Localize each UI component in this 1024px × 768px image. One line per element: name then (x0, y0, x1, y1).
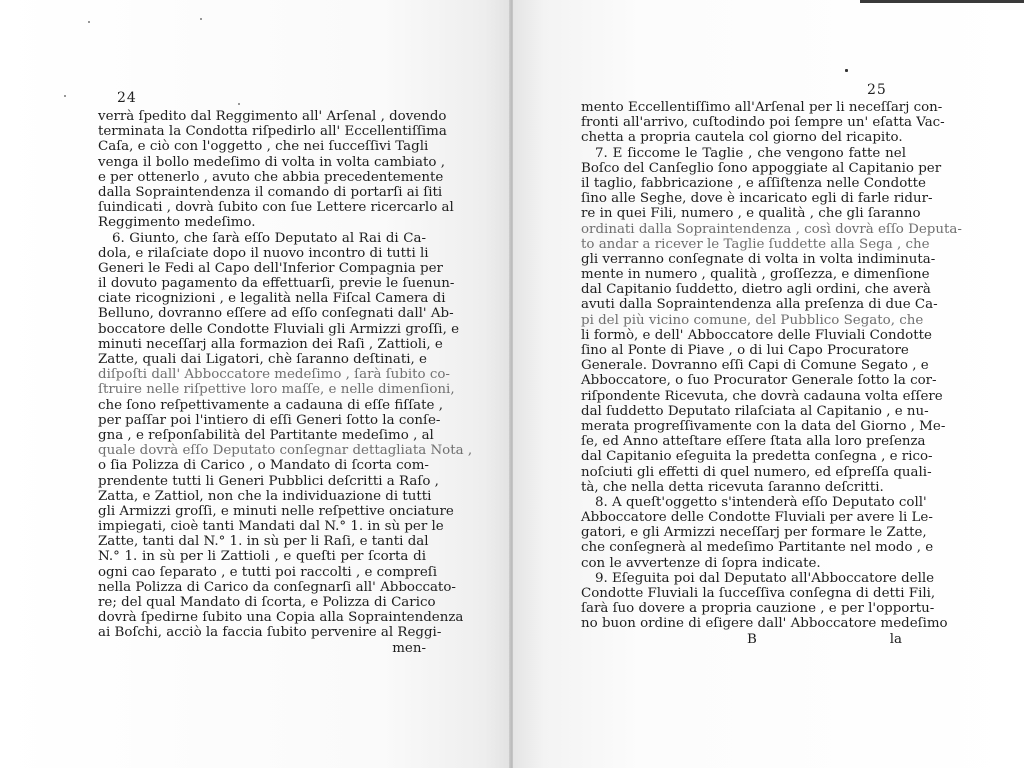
text-line: verrà ſpedito dal Reggimento all' Arſenal , dovendo (98, 109, 447, 124)
text-line: mente in numero , qualità , groſſezza, e dimenſione (581, 267, 930, 283)
text-line: che ſono reſpettivamente a cadauna di eſſe fiſſate , (98, 397, 443, 413)
right-page (513, 0, 1024, 768)
text-line: ai Boſchi, acciò la faccia ſubito pervenire al Reggi- (98, 625, 442, 641)
right-page-text (581, 100, 962, 647)
text-line: fronti all'arrivo, cuſtodindo poi ſempre un' eſatta Vac- (581, 115, 945, 131)
text-line: Condotte Fluviali la ſucceſſiva conſegna di detti Fili, (581, 586, 936, 601)
text-line: boccatore delle Condotte Fluviali gli Armizzi groſſi, e (98, 321, 460, 337)
text-line: ſuindicati , dovrà ſubito con ſue Lettere ricercarlo al (98, 200, 454, 216)
text-line: to andar a ricever le Taglie ſuddette alla Sega , che (581, 236, 930, 252)
left-page-number: 24 (117, 90, 137, 106)
text-line: ſe, ed Anno atteſtare eſſere ſtata alla loro preſenza (581, 434, 926, 450)
text-line: Zatte, quali dai Ligatori, chè ſaranno deſtinati, e (98, 352, 427, 367)
text-line: ſino al Ponte di Piave , o di lui Capo Procuratore (581, 343, 909, 358)
text-line: nella Polizza di Carico da conſegnarſi all' Abboccato- (98, 579, 456, 595)
text-line: e per ottenerlo , avuto che abbia precedentemente (98, 169, 444, 185)
catchword: la (889, 631, 902, 647)
text-line: impiegati, cioè tanti Mandati dal N.° 1. in sù per le (98, 519, 444, 535)
text-line: avuti dalla Sopraintendenza alla preſenza di due Ca- (581, 297, 938, 313)
text-line: ordinati dalla Sopraintendenza , così dovrà eſſo Deputa- (581, 221, 962, 237)
text-line: 6. Giunto, che ſarà eſſo Deputato al Rai di Ca- (112, 230, 426, 246)
text-line: gli Armizzi groſſi, e minuti nelle reſpettive onciature (98, 503, 454, 519)
text-line: quale dovrà eſſo Deputato conſegnar dettagliata Nota , (98, 443, 473, 459)
text-line: mento Eccellentiſſimo all'Arſenal per li neceſſarj con- (581, 100, 943, 115)
left-page (0, 0, 510, 768)
text-line: tà, che nella detta ricevuta ſaranno deſcritti. (581, 479, 884, 495)
text-line: o ſia Polizza di Carico , o Mandato di ſcorta com- (98, 458, 429, 474)
text-line: gli verranno conſegnate di volta in volta indiminuta- (581, 251, 936, 267)
text-line: ſino alle Seghe, dove è incaricato egli di farle ridur- (581, 191, 933, 207)
text-line: Generale. Dovranno eſſi Capi di Comune Segato , e (581, 358, 929, 374)
text-line: re; del qual Mandato di ſcorta, e Polizza di Carico (98, 595, 436, 610)
text-line: ogni cao ſeparato , e tutti poi raccolti , e compreſi (98, 564, 438, 580)
text-line: venga il bollo medeſimo di volta in volta cambiato , (98, 154, 445, 170)
text-line: ciate ricognizioni , e legalità nella Fiſcal Camera di (98, 291, 446, 307)
text-line: dalla Sopraintendenza il comando di portarſi ai ſiti (98, 184, 443, 200)
text-line: Belluno, dovranno eſſere ad eſſo conſegnati dall' Ab- (98, 306, 454, 322)
text-line: pi del più vicino comune, del Pubblico Segato, che (581, 312, 924, 328)
text-line: 7. E ſiccome le Taglie , che vengono fatte nel (595, 145, 906, 161)
text-line: con le avvertenze di ſopra indicate. (581, 555, 821, 571)
page-top-edge (860, 0, 1024, 3)
text-line: dal Capitanio eſeguita la predetta conſegna , e rico- (581, 449, 933, 465)
text-line: 9. Eſeguita poi dal Deputato all'Abboccatore delle (595, 570, 935, 586)
text-line: dal ſuddetto Deputato rilaſciata al Capitanio , e nu- (581, 403, 929, 419)
text-line: che conſegnerà al medeſimo Partitante nel modo , e (581, 540, 934, 556)
text-line: Caſa, e ciò con l'oggetto , che nei ſucceſſivi Tagli (98, 139, 429, 155)
text-line: terminata la Condotta riſpedirlo all' Eccellentiſſima (98, 124, 447, 140)
text-line: dola, e rilaſciate dopo il nuovo incontro di tutti li (98, 245, 429, 261)
text-line: Abboccatore, o ſuo Procurator Generale ſotto la cor- (581, 373, 937, 389)
signature-mark: B (747, 631, 757, 647)
text-line: dal Capitanio ſuddetto, dietro agli ordini, che averà (581, 282, 931, 298)
right-page-number: 25 (867, 82, 887, 98)
text-line: li formò, e dell' Abboccatore delle Fluviali Condotte (581, 327, 932, 343)
text-line: no buon ordine di eſigere dall' Abboccatore medeſimo (581, 616, 948, 632)
text-line: ſarà ſuo dovere a propria cauzione , e per l'opportu- (581, 601, 935, 617)
text-line: merata progreſſivamente con la data del Giorno , Me- (581, 418, 946, 434)
text-line: diſpoſti dall' Abboccatore medeſimo , ſarà ſubito co- (98, 367, 450, 383)
text-line: minuti neceſſarj alla formazion dei Raſi , Zattioli, e (98, 336, 443, 352)
text-line: il taglio, fabbricazione , e aſſiſtenza nelle Condotte (581, 175, 926, 191)
catchword: men- (392, 640, 426, 656)
text-line: gna , e reſponſabilità del Partitante medeſimo , al (98, 427, 434, 443)
text-line: ſtruire nelle riſpettive loro maſſe, e nelle dimenſioni, (98, 382, 455, 398)
text-line: Abboccatore delle Condotte Fluviali per avere li Le- (581, 510, 933, 526)
text-line: dovrà ſpedirne ſubito una Copia alla Sopraintendenza (98, 610, 464, 626)
text-line: 8. A queſt'oggetto s'intenderà eſſo Deputato coll' (595, 494, 927, 510)
text-line: Zatta, e Zattiol, non che la individuazione di tutti (98, 488, 432, 504)
text-line: Zatte, tanti dal N.° 1. in sù per li Raſi, e tanti dal (98, 534, 429, 550)
text-line: Reggimento medeſimo. (98, 215, 256, 231)
page-footer (98, 641, 426, 656)
text-line: noſciuti gli effetti di quel numero, ed eſpreſſa quali- (581, 464, 932, 480)
text-line: N.° 1. in sù per li Zattioli , e queſti per ſcorta di (98, 549, 426, 565)
text-line: riſpondente Ricevuta, che dovrà cadauna volta eſſere (581, 388, 943, 404)
page-footer (581, 632, 906, 647)
text-line: il dovuto pagamento da effettuarſi, previe le ſuenun- (98, 276, 455, 292)
text-line: gatori, e gli Armizzi neceſſarj per formare le Zatte, (581, 525, 927, 541)
text-line: Boſco del Canſeglio ſono appoggiate al Capitanio per (581, 160, 942, 176)
text-line: re in quei Fili, numero , e qualità , che gli ſaranno (581, 206, 921, 222)
text-line: chetta a propria cautela col giorno del ricapito. (581, 130, 903, 146)
left-page-text (98, 109, 473, 656)
text-line: prendente tutti li Generi Pubblici deſcritti a Raſo , (98, 473, 439, 489)
text-line: Generi le Fedi al Capo dell'Inferior Compagnia per (98, 260, 443, 276)
text-line: per paſſar poi l'intiero di eſſi Generi ſotto la conſe- (98, 412, 441, 428)
